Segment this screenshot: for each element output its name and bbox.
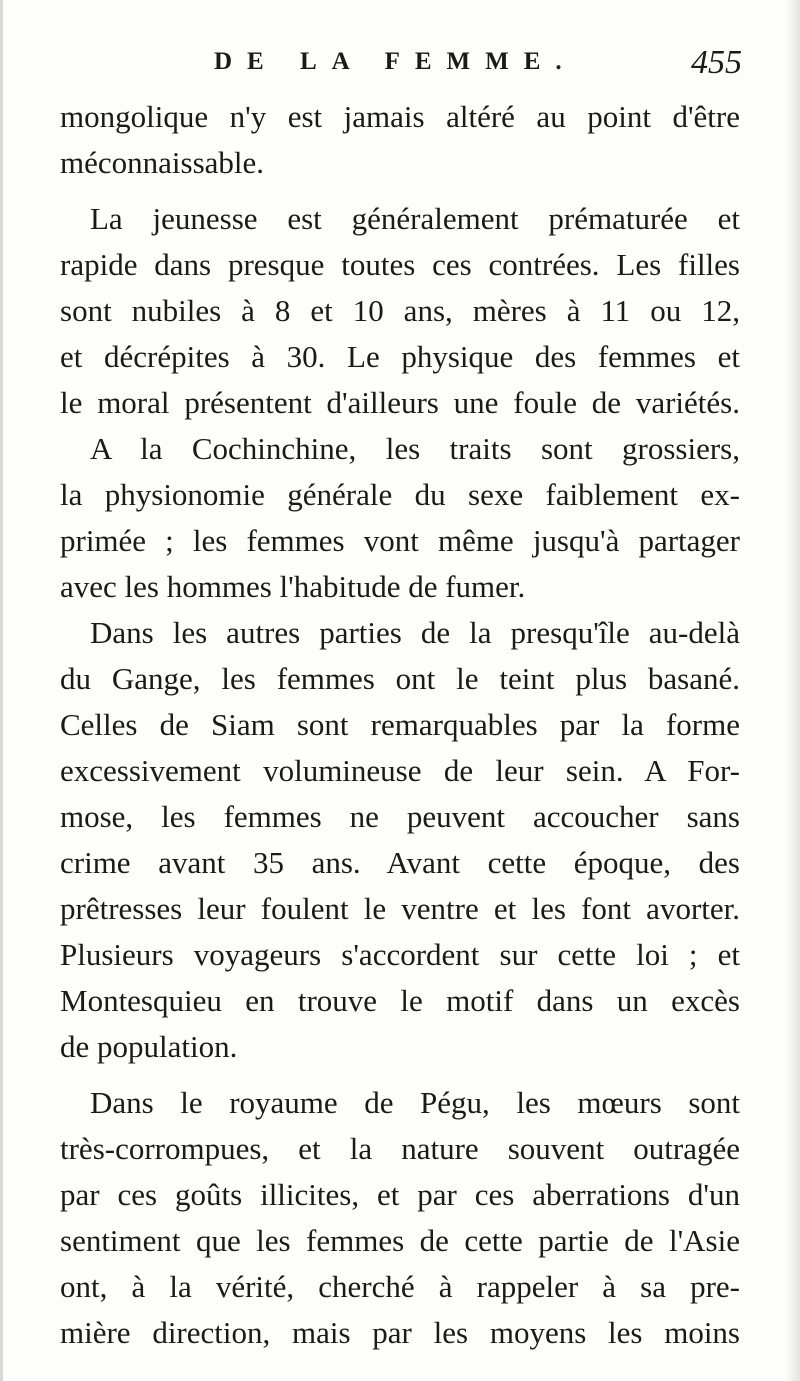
text-line: le moral présentent d'ailleurs une foule de variétés. bbox=[60, 385, 740, 420]
text-line: primée ; les femmes vont même jusqu'à partager bbox=[60, 523, 740, 558]
page-left-edge bbox=[0, 0, 3, 1381]
page-right-edge bbox=[786, 0, 800, 1381]
text-line: mose, les femmes ne peuvent accoucher sans bbox=[60, 799, 740, 834]
text-line: Celles de Siam sont remarquables par la forme bbox=[60, 707, 740, 742]
text-line: du Gange, les femmes ont le teint plus basané. bbox=[60, 661, 740, 696]
page-number: 455 bbox=[691, 44, 742, 81]
text-line: crime avant 35 ans. Avant cette époque, des bbox=[60, 845, 740, 880]
text-line: de population. bbox=[60, 1029, 238, 1064]
text-line: sentiment que les femmes de cette partie de l'Asie bbox=[60, 1223, 740, 1258]
text-line: mongolique n'y est jamais altéré au point d'être bbox=[60, 99, 740, 134]
text-line: sont nubiles à 8 et 10 ans, mères à 11 ou 12, bbox=[60, 293, 740, 328]
text-line: ont, à la vérité, cherché à rappeler à sa pre- bbox=[60, 1269, 740, 1304]
text-line: par ces goûts illicites, et par ces aberrations d'un bbox=[60, 1177, 740, 1212]
body-text bbox=[60, 94, 740, 1356]
text-line: rapide dans presque toutes ces contrées. Les filles bbox=[60, 247, 740, 282]
text-line: Montesquieu en trouve le motif dans un excès bbox=[60, 983, 740, 1018]
text-line: Plusieurs voyageurs s'accordent sur cette loi ; et bbox=[60, 937, 740, 972]
page-header bbox=[60, 46, 742, 86]
running-title: DE LA FEMME. bbox=[214, 48, 577, 75]
text-line: la physionomie générale du sexe faiblement ex- bbox=[60, 477, 740, 512]
text-line: très-corrompues, et la nature souvent outragée bbox=[60, 1131, 740, 1166]
text-line: méconnaissable. bbox=[60, 145, 265, 180]
text-line: prêtresses leur foulent le ventre et les font avorter. bbox=[60, 891, 740, 926]
text-line: mière direction, mais par les moyens les moins bbox=[60, 1315, 740, 1350]
paragraph-start-line: Dans les autres parties de la presqu'île au-delà bbox=[90, 615, 740, 650]
paragraph-start-line: La jeunesse est généralement prématurée et bbox=[90, 201, 740, 236]
paragraph-start-line: A la Cochinchine, les traits sont grossiers, bbox=[90, 431, 740, 466]
text-line: excessivement volumineuse de leur sein. A For- bbox=[60, 753, 740, 788]
text-line: avec les hommes l'habitude de fumer. bbox=[60, 569, 526, 604]
paragraph-start-line: Dans le royaume de Pégu, les mœurs sont bbox=[90, 1085, 740, 1120]
text-line: et décrépites à 30. Le physique des femmes et bbox=[60, 339, 740, 374]
